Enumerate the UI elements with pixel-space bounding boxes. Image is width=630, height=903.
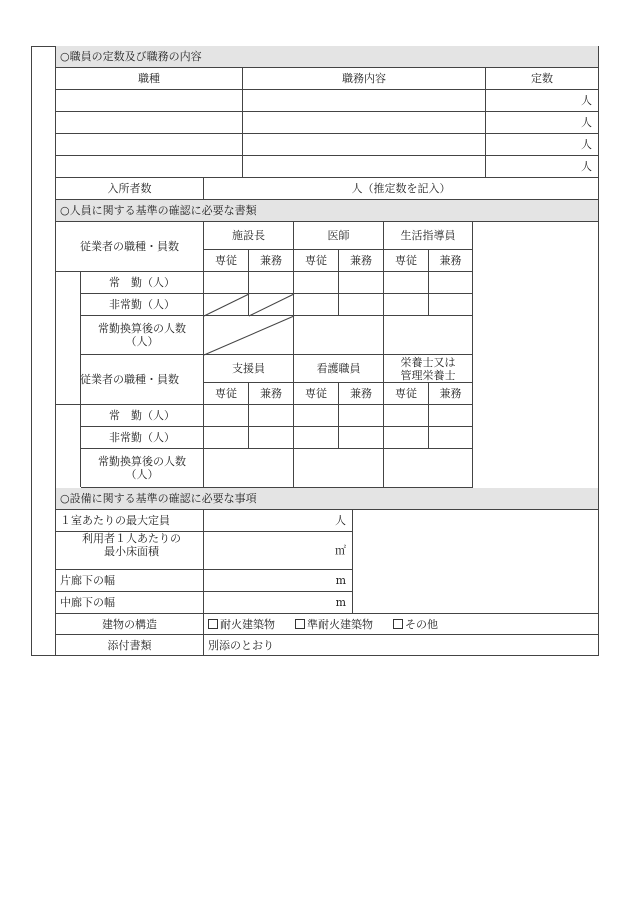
staff-type-field[interactable] — [56, 134, 243, 156]
personnel-count-field[interactable] — [204, 272, 249, 294]
group2-header-1: 看護職員 — [294, 355, 384, 383]
single-corridor-field[interactable]: m — [204, 570, 353, 592]
personnel-count-field[interactable] — [384, 294, 429, 316]
dual-role-header: 兼務 — [339, 250, 384, 272]
single-corridor-label: 片廊下の幅 — [56, 570, 204, 592]
personnel-count-field[interactable] — [339, 427, 384, 449]
structure-option-label: その他 — [405, 617, 438, 631]
dual-role-header: 兼務 — [249, 383, 294, 405]
converted-count-field[interactable] — [204, 316, 294, 355]
personnel-count-field[interactable] — [339, 405, 384, 427]
staff-duties-field[interactable] — [243, 134, 486, 156]
staff-col-duties-header: 職務内容 — [243, 68, 486, 90]
row-converted-label — [81, 449, 204, 488]
personnel-count-field[interactable] — [429, 405, 473, 427]
max-capacity-label: １室あたりの最大定員 — [56, 510, 204, 532]
text-line: （人） — [125, 335, 159, 348]
staff-type-field[interactable] — [56, 156, 243, 178]
group2-header-0: 支援員 — [204, 355, 294, 383]
max-capacity-field[interactable]: 人 — [204, 510, 353, 532]
staff-type-field[interactable] — [56, 90, 243, 112]
text-line: 最小床面積 — [104, 545, 159, 558]
structure-options — [204, 614, 599, 635]
personnel-count-field[interactable] — [204, 294, 249, 316]
staff-duties-field[interactable] — [243, 90, 486, 112]
row-converted-label — [81, 316, 204, 355]
text-line: 利用者１人あたりの — [82, 532, 181, 545]
structure-option-checkbox[interactable] — [208, 618, 275, 631]
structure-option-checkbox[interactable] — [393, 618, 438, 631]
group1-header-2: 生活指導員 — [384, 222, 473, 250]
facility-section-heading: ○設備に関する基準の確認に必要な事項 — [56, 488, 599, 510]
personnel-count-field[interactable] — [204, 405, 249, 427]
admission-value-field[interactable]: 人（推定数を記入） — [204, 178, 599, 200]
converted-count-field[interactable] — [384, 449, 473, 488]
personnel-count-field[interactable] — [204, 427, 249, 449]
row-fulltime-label: 常 勤（人） — [81, 405, 204, 427]
text-line: 常勤換算後の人数 — [98, 455, 186, 468]
full-time-header: 専従 — [384, 383, 429, 405]
personnel-count-field[interactable] — [249, 405, 294, 427]
personnel-count-field[interactable] — [294, 294, 339, 316]
personnel-count-field[interactable] — [294, 427, 339, 449]
middle-corridor-field[interactable]: m — [204, 592, 353, 614]
group1-header-1: 医師 — [294, 222, 384, 250]
text-line: 栄養士又は — [400, 355, 456, 369]
attachment-value: 別添のとおり — [204, 635, 599, 656]
full-time-header: 専従 — [294, 250, 339, 272]
checkbox-icon[interactable] — [295, 619, 305, 629]
row-parttime-label: 非常勤（人） — [81, 294, 204, 316]
admission-label: 入所者数 — [56, 178, 204, 200]
personnel-section-heading: ○人員に関する基準の確認に必要な書類 — [56, 200, 599, 222]
group1-header-0: 施設長 — [204, 222, 294, 250]
type-count-label: 従業者の職種・員数 — [56, 355, 204, 405]
full-time-header: 専従 — [204, 250, 249, 272]
dual-role-header: 兼務 — [429, 383, 473, 405]
text-line: 常勤換算後の人数 — [98, 322, 186, 335]
personnel-count-field[interactable] — [384, 272, 429, 294]
personnel-count-field[interactable] — [429, 294, 473, 316]
personnel-count-field[interactable] — [249, 294, 294, 316]
dual-role-header: 兼務 — [429, 250, 473, 272]
personnel-count-field[interactable] — [339, 272, 384, 294]
row-parttime-label: 非常勤（人） — [81, 427, 204, 449]
personnel-count-field[interactable] — [294, 272, 339, 294]
staff-count-field[interactable]: 人 — [486, 156, 599, 178]
structure-option-label: 準耐火建築物 — [307, 617, 373, 631]
group2-header-2 — [384, 355, 473, 383]
dual-role-header: 兼務 — [339, 383, 384, 405]
checkbox-icon[interactable] — [393, 619, 403, 629]
left-margin-column — [31, 46, 56, 656]
text-line: （人） — [125, 468, 159, 481]
type-count-label: 従業者の職種・員数 — [56, 222, 204, 272]
staff-duties-field[interactable] — [243, 156, 486, 178]
staff-section-heading: ○職員の定数及び職務の内容 — [56, 46, 599, 68]
personnel-count-field[interactable] — [339, 294, 384, 316]
staff-duties-field[interactable] — [243, 112, 486, 134]
row-fulltime-label: 常 勤（人） — [81, 272, 204, 294]
converted-count-field[interactable] — [294, 449, 384, 488]
structure-option-checkbox[interactable] — [295, 618, 373, 631]
personnel-count-field[interactable] — [429, 272, 473, 294]
converted-count-field[interactable] — [384, 316, 473, 355]
min-area-label — [56, 532, 204, 570]
dual-role-header: 兼務 — [249, 250, 294, 272]
staff-count-field[interactable]: 人 — [486, 90, 599, 112]
staff-type-field[interactable] — [56, 112, 243, 134]
personnel-count-field[interactable] — [384, 405, 429, 427]
converted-count-field[interactable] — [294, 316, 384, 355]
staff-col-count-header: 定数 — [486, 68, 599, 90]
staff-count-field[interactable]: 人 — [486, 134, 599, 156]
personnel-count-field[interactable] — [249, 272, 294, 294]
full-time-header: 専従 — [384, 250, 429, 272]
checkbox-icon[interactable] — [208, 619, 218, 629]
structure-option-label: 耐火建築物 — [220, 617, 275, 631]
min-area-field[interactable]: ㎡ — [204, 532, 353, 570]
personnel-count-field[interactable] — [294, 405, 339, 427]
text-line: 管理栄養士 — [400, 368, 456, 382]
middle-corridor-label: 中廊下の幅 — [56, 592, 204, 614]
personnel-count-field[interactable] — [249, 427, 294, 449]
attachment-label: 添付書類 — [56, 635, 204, 656]
facility-blank-area — [353, 510, 599, 614]
personnel-count-field[interactable] — [429, 427, 473, 449]
full-time-header: 専従 — [204, 383, 249, 405]
full-time-header: 専従 — [294, 383, 339, 405]
converted-count-field[interactable] — [204, 449, 294, 488]
staff-count-field[interactable]: 人 — [486, 112, 599, 134]
staff-col-type-header: 職種 — [56, 68, 243, 90]
personnel-count-field[interactable] — [384, 427, 429, 449]
structure-label: 建物の構造 — [56, 614, 204, 635]
